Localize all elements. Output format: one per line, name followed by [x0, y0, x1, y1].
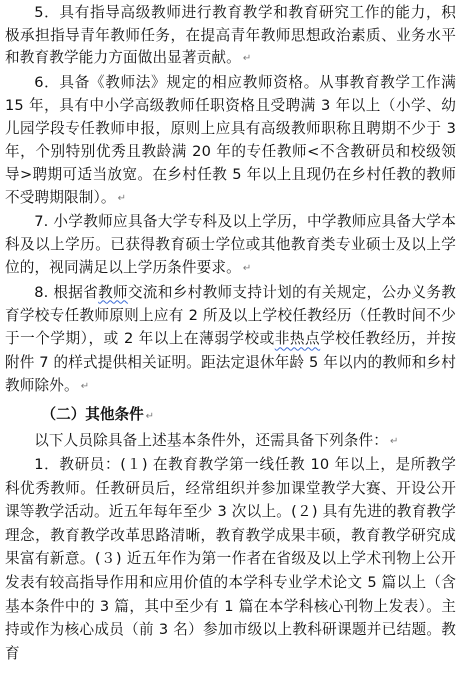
paragraph-5-text: 5．具有指导高级教师进行教育教学和教育研究工作的能力，积极承担指导青年教师任务，在提高青年教师思想政治素质、业务水平和教育教学能力方面做出显著贡献。 — [5, 4, 456, 66]
paragraph-mark-icon: ↵ — [390, 436, 399, 447]
paragraph-8 — [5, 281, 456, 399]
paragraph-6 — [5, 71, 456, 211]
paragraph-mark-icon: ↵ — [117, 192, 127, 204]
spellcheck-underline: 非热点 — [274, 330, 321, 348]
paragraph-mark-icon: ↵ — [242, 53, 252, 64]
paragraph-1-text: 1．教研员：(１) 在教育教学第一线任教 10 年以上，是所教学科优秀教师。任教研员后，经常组织并参加课堂教学大赛、开设公开课等教学活动。近五年每年至少 3 次以上。(２) 具有先进的教育教学理念，教育教学改革思路清晰，教育教学成果丰硕，教育教学研究成果富有新意。(３) 近五年作为第一作者在省级及以上学术刊物上公开发表有较高指导作用和应用价值的本学科专业学术论文 5 篇以上（含基本条件中的 3 篇，其中至少有 1 篇在本学科核心刊物上发表）。主持或作为核心成员（前 3 名）参加市级以上教科研课题并已结题。教育 — [5, 456, 456, 662]
document-body — [5, 2, 456, 665]
paragraph-mark-icon: ↵ — [80, 381, 90, 393]
paragraph-1 — [5, 453, 456, 665]
spellcheck-underline: 教师 — [98, 283, 128, 301]
paragraph-7-text: 7. 小学教师应具备大学专科及以上学历，中学教师应具备大学本科及以上学历。已获得教育硕士学位或其他教育类专业硕士及以上学位的，视同满足以上学历条件要求。 — [5, 213, 456, 277]
intro-paragraph — [5, 429, 456, 453]
paragraph-7 — [5, 210, 456, 281]
paragraph-6-text: 6．具备《教师法》规定的相应教师资格。从事教育教学工作满 15 年，具有中小学高级教师任职资格且受聘满 3 年以上（小学、幼儿园学段专任教师申报，原则上应具有高级教师职称且聘期不少于 3 年，个别特别优秀且教龄满 20 年的专任教师<不含教研员和校级领导>聘期可适当放宽。在乡村任教 5 年以上且现仍在乡村任教的教师不受聘期限制）。 — [5, 73, 456, 206]
paragraph-8-text-e: 学校任教经历，并按附件 7 的样式提供相关证明。距法定退休年龄 5 年以内的教师和乡村教师除外。 — [5, 330, 457, 395]
intro-paragraph-text: 以下人员除具备上述基本条件外，还需具备下列条件： — [34, 432, 389, 449]
paragraph-8-text-a: 8. 根据省 — [34, 283, 99, 301]
paragraph-mark-icon: ↵ — [242, 263, 252, 275]
paragraph-mark-icon: ↵ — [145, 410, 155, 422]
paragraph-8-text-c: 交流和乡村教师支持计划的有关规定，公办义务教育学校专任教师原则上应有 2 所及以上学校任教经历（任教时间不少于一个学期），或 2 年以上在薄弱学校或 — [5, 283, 456, 348]
paragraph-5 — [5, 2, 456, 71]
section-heading-text: （二）其他条件 — [41, 405, 144, 423]
section-heading — [5, 403, 456, 428]
